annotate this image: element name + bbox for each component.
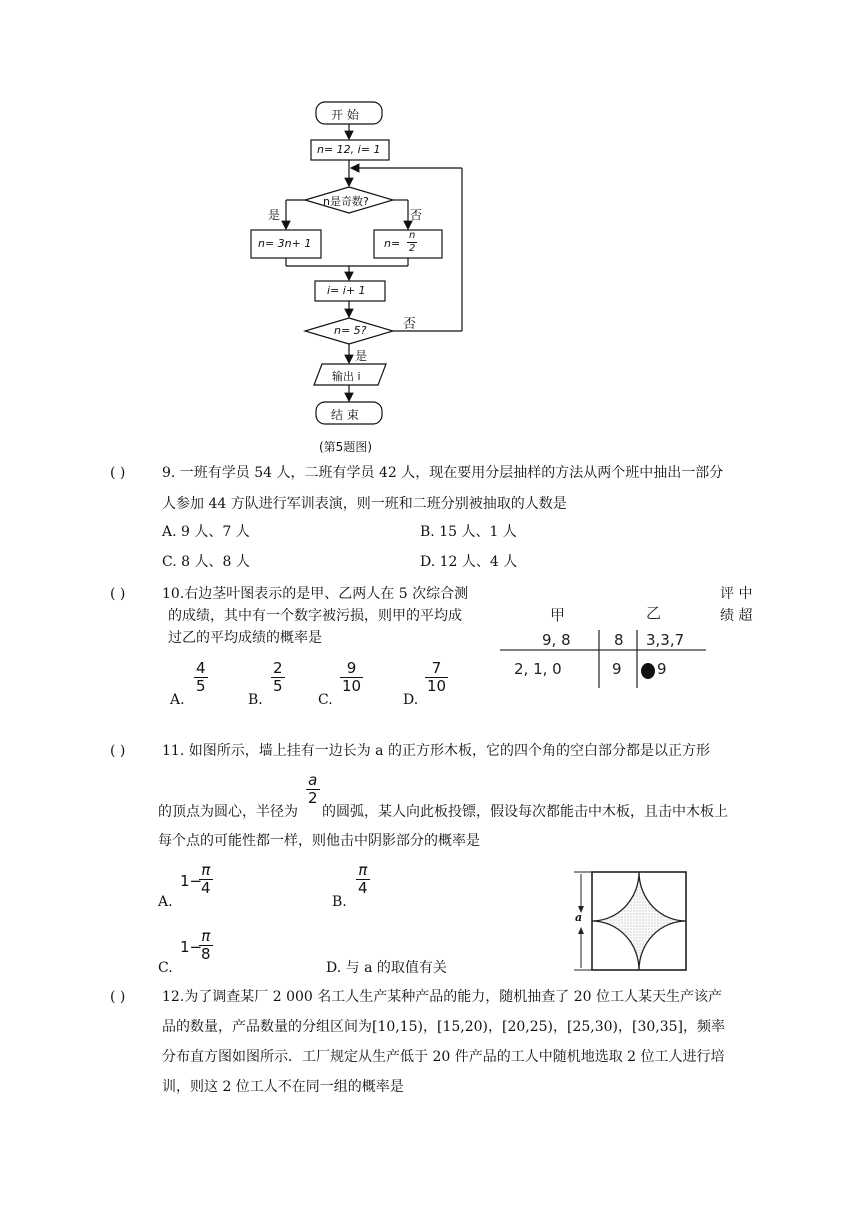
stem-leaf-row1-left: 9, 8 [542, 631, 571, 649]
q10-answer-paren: ( ) [110, 586, 126, 602]
q11-frac-den: 2 [308, 789, 318, 807]
q10-option-a-frac [194, 660, 208, 695]
flow-yes2-label: 是 [355, 349, 368, 363]
flow-branch-odd-text: n= 3n+ 1 [258, 237, 312, 250]
q10-line2-tail: 绩 超 [720, 608, 753, 624]
flow-branch-even-den: 2 [409, 243, 416, 254]
q11-option-c-expr: 1− [180, 938, 203, 956]
q11-option-b-frac [356, 862, 370, 897]
flow-start-text: 开 始 [331, 108, 359, 122]
flow-no-label: 否 [410, 208, 423, 222]
q11-option-a-frac [199, 862, 213, 897]
q11-a-den: 4 [201, 879, 211, 897]
flowchart-lines [0, 0, 860, 460]
flow-no2-label: 否 [403, 317, 417, 332]
q11-option-c-frac [199, 928, 213, 963]
flow-increment-text: i= i+ 1 [327, 284, 366, 297]
square-board-figure [570, 868, 690, 974]
q10-line2: 的成绩，其中有一个数字被污损，则甲的平均成 [168, 608, 462, 624]
q10-c-num: 9 [346, 659, 357, 677]
q11-answer-paren: ( ) [110, 743, 126, 759]
q9-option-c: C. 8 人、8 人 [162, 554, 250, 570]
q11-radius-frac [306, 772, 320, 807]
q10-line1: 10.右边茎叶图表示的是甲、乙两人在 5 次综合测 [162, 586, 469, 602]
flow-init-text: n= 12, i= 1 [317, 143, 381, 156]
q10-c-den: 10 [342, 677, 362, 695]
q10-option-b-frac [271, 660, 285, 695]
q11-option-a-label: A. [158, 894, 173, 910]
stem-leaf-row1-stem: 8 [614, 631, 624, 649]
flow-branch-even-num: n [407, 230, 417, 243]
stem-leaf-row2-right: 9 [657, 660, 667, 678]
stem-leaf-right-header: 乙 [646, 604, 662, 622]
flow-decision-stop-text: n= 5? [334, 324, 367, 337]
q10-option-c-label: C. [318, 692, 333, 708]
q11-option-b-label: B. [332, 894, 347, 910]
flow-end-text: 结 束 [331, 408, 359, 422]
flow-decision-odd-text: n是奇数? [323, 195, 369, 208]
shaded-region [592, 872, 686, 970]
q10-option-b-label: B. [248, 692, 263, 708]
q11-line2-post: 的圆弧，某人向此板投镖，假设每次都能击中木板，且击中木板上 [322, 804, 728, 820]
flow-branch-even-frac [407, 230, 417, 255]
flow-yes-label: 是 [268, 208, 281, 222]
q12-line4: 训，则这 2 位工人不在同一组的概率是 [162, 1079, 404, 1095]
q10-d-den: 10 [427, 677, 447, 695]
flow-caption: (第5题图) [319, 440, 372, 454]
stem-leaf-row1-right: 3,3,7 [646, 631, 685, 649]
q11-frac-num: a [308, 771, 318, 789]
board-side-label: a [575, 911, 583, 924]
q11-option-a-expr: 1− [180, 872, 203, 890]
q10-line1-tail: 评 中 [720, 586, 753, 602]
q11-option-c-label: C. [158, 960, 173, 976]
stem-leaf-plot [496, 596, 710, 692]
q12-line3: 分布直方图如图所示．工厂规定从生产低于 20 件产品的工人中随机地选取 2 位工人进行培 [162, 1049, 725, 1065]
q9-option-a: A. 9 人、7 人 [162, 524, 250, 540]
q11-line1: 11. 如图所示，墙上挂有一边长为 a 的正方形木板，它的四个角的空白部分都是以正方形 [162, 743, 710, 759]
q12-line1: 12.为了调查某厂 2 000 名工人生产某种产品的能力，随机抽查了 20 位工人某天生产该产 [162, 989, 722, 1005]
q11-line2-pre: 的顶点为圆心，半径为 [158, 804, 298, 820]
q12-line2: 品的数量，产品数量的分组区间为[10,15)，[15,20)，[20,25)，[25,30)，[30,35]，频率 [162, 1019, 726, 1035]
q9-option-b: B. 15 人、1 人 [420, 524, 517, 540]
q9-line1: 9. 一班有学员 54 人，二班有学员 42 人，现在要用分层抽样的方法从两个班中抽出一部分 [162, 465, 724, 481]
q10-a-num: 4 [196, 659, 206, 677]
q10-option-c-frac [340, 660, 363, 695]
q11-option-d: D. 与 a 的取值有关 [326, 960, 447, 976]
q11-b-num: π [356, 862, 370, 880]
q10-line3: 过乙的平均成绩的概率是 [168, 630, 322, 646]
q11-c-num: π [199, 928, 213, 946]
q11-c-den: 8 [201, 945, 211, 963]
q10-option-d-label: D. [403, 692, 419, 708]
flow-output-text: 输出 i [332, 370, 361, 383]
q12-answer-paren: ( ) [110, 989, 126, 1005]
q10-b-den: 5 [273, 677, 283, 695]
q10-option-d-frac [425, 660, 448, 695]
q11-line3: 每个点的可能性都一样，则他击中阴影部分的概率是 [158, 833, 480, 849]
q10-d-num: 7 [431, 659, 442, 677]
q9-line2: 人参加 44 方队进行军训表演，则一班和二班分别被抽取的人数是 [162, 496, 567, 512]
q9-option-d: D. 12 人、4 人 [420, 554, 518, 570]
q9-answer-paren: ( ) [110, 465, 126, 481]
q11-b-den: 4 [358, 879, 368, 897]
q10-option-a-label: A. [170, 692, 185, 708]
stem-leaf-left-header: 甲 [550, 606, 566, 624]
smudge [641, 663, 655, 679]
q10-b-num: 2 [273, 659, 283, 677]
q10-a-den: 5 [196, 677, 206, 695]
flow-branch-even-lhs: n= [384, 237, 401, 250]
flowchart [0, 0, 860, 460]
stem-leaf-row2-stem: 9 [612, 660, 622, 678]
stem-leaf-row2-left: 2, 1, 0 [514, 660, 562, 678]
q11-a-num: π [199, 862, 213, 880]
